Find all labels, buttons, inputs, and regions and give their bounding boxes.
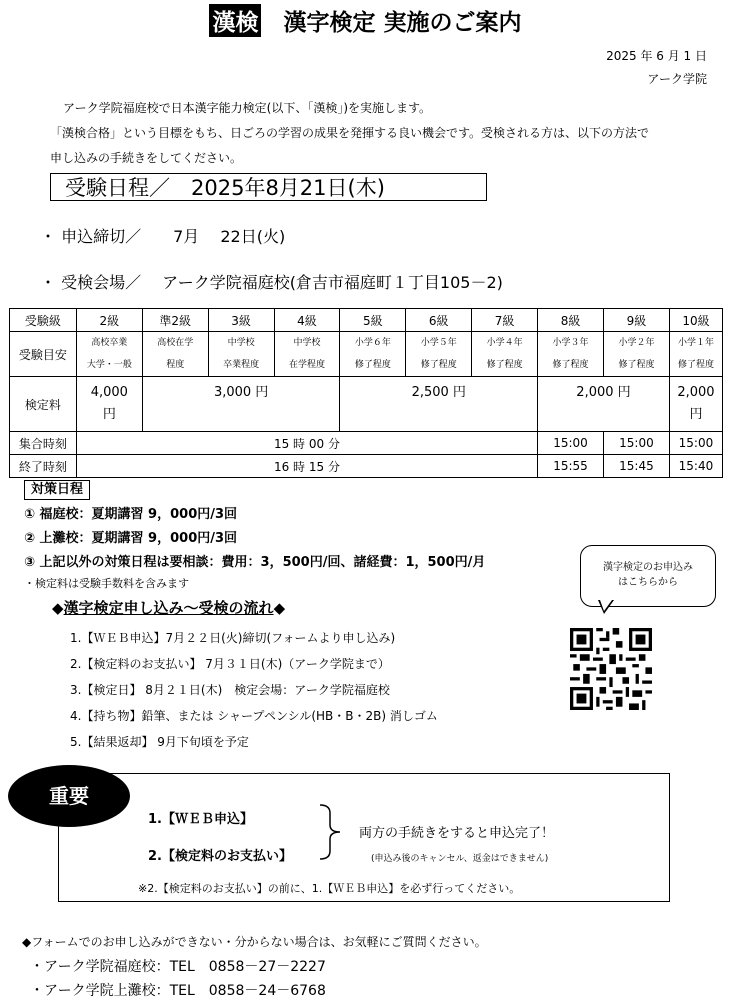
deadline: ・ 申込締切／ 7月 22日(火) xyxy=(40,227,286,246)
fee-cell: 2,000 円 xyxy=(669,377,722,432)
target-cell: 小学４年 修了程度 xyxy=(472,332,538,377)
grade-cell: 5級 xyxy=(340,309,406,332)
time-cell: 15:45 xyxy=(603,455,669,478)
row-label: 終了時刻 xyxy=(10,455,77,478)
time-cell: 15 時 00 分 xyxy=(76,432,537,455)
grade-cell: 7級 xyxy=(472,309,538,332)
issue-date: 2025 年 6 月 1 日 xyxy=(606,49,707,63)
grade-cell: 3級 xyxy=(208,309,274,332)
fee-cell: 4,000 円 xyxy=(76,377,142,432)
schedule-table xyxy=(9,308,723,478)
target-cell: 小学１年 修了程度 xyxy=(669,332,722,377)
important-note: ※2.【検定料のお支払い】の前に、1.【ＷＥＢ申込】を必ず行ってください。 xyxy=(138,882,521,895)
important-cancel-note: (申込み後のキャンセル、返金はできません) xyxy=(371,854,549,864)
intro-line-3: 申し込みの手続きをしてください。 xyxy=(50,151,243,165)
taisaku-heading: 対策日程 xyxy=(24,480,90,500)
intro-text xyxy=(50,96,710,171)
grade-cell: 2級 xyxy=(76,309,142,332)
organization: アーク学院 xyxy=(647,72,707,86)
target-cell: 高校在学 程度 xyxy=(142,332,208,377)
fee-note: ・検定料は受験手数料を含みます xyxy=(24,577,189,590)
important-badge: 重要 xyxy=(8,765,130,827)
time-cell: 15:00 xyxy=(538,432,604,455)
taisaku-item: ③ 上記以外の対策日程は要相談：費用：3，500円/回、諸経費：1，500円/月 xyxy=(24,555,486,570)
flow-step: 2.【検定料のお支払い】 7月３１日(木)（アーク学院まで） xyxy=(70,657,390,671)
time-cell: 15:00 xyxy=(603,432,669,455)
row-fee xyxy=(10,377,723,432)
time-cell: 16 時 15 分 xyxy=(76,455,537,478)
row-grade xyxy=(10,309,723,332)
flow-heading: ◆漢字検定申し込み～受検の流れ◆ xyxy=(52,599,286,617)
row-target xyxy=(10,332,723,377)
fee-cell: 2,000 円 xyxy=(538,377,670,432)
target-cell: 中学校 卒業程度 xyxy=(208,332,274,377)
row-label: 集合時刻 xyxy=(10,432,77,455)
row-label: 検定料 xyxy=(10,377,77,432)
row-label: 受験級 xyxy=(10,309,77,332)
grade-cell: 9級 xyxy=(603,309,669,332)
important-item-1: 1.【ＷＥＢ申込】 xyxy=(148,812,253,827)
time-cell: 15:55 xyxy=(538,455,604,478)
taisaku-item: ② 上灘校：夏期講習 9，000円/3回 xyxy=(24,531,238,546)
flow-step: 1.【ＷＥＢ申込】7月２２日(火)締切(フォームより申し込み) xyxy=(70,631,396,645)
flow-step: 4.【持ち物】鉛筆、または シャープペンシル(HB・B・2B) 消しゴム xyxy=(70,709,438,723)
target-cell: 高校卒業 大学・一般 xyxy=(76,332,142,377)
row-gather xyxy=(10,432,723,455)
grade-cell: 4級 xyxy=(274,309,340,332)
footer-tel-1: ・アーク学院福庭校：TEL 0858－27－2227 xyxy=(30,959,326,975)
taisaku-item: ① 福庭校：夏期講習 9，000円/3回 xyxy=(24,507,238,522)
intro-line-1: アーク学院福庭校で日本漢字能力検定(以下、「漢検」)を実施します。 xyxy=(63,101,432,115)
target-cell: 小学６年 修了程度 xyxy=(340,332,406,377)
kanken-logo: 漢検 xyxy=(209,4,261,37)
venue: ・ 受検会場／ アーク学院福庭校(倉吉市福庭町１丁目105－2) xyxy=(40,273,503,292)
row-label: 受験目安 xyxy=(10,332,77,377)
row-end xyxy=(10,455,723,478)
intro-line-2: 「漢検合格」という目標をもち、日ごろの学習の成果を発揮する良い機会です。受検される方は、以下の方法で xyxy=(50,126,650,140)
flow-step: 5.【結果返却】 9月下旬頃を予定 xyxy=(70,735,249,749)
title-text: 漢字検定 実施のご案内 xyxy=(283,10,522,36)
target-cell: 小学５年 修了程度 xyxy=(406,332,472,377)
target-cell: 小学２年 修了程度 xyxy=(603,332,669,377)
grade-cell: 準2級 xyxy=(142,309,208,332)
brace-icon xyxy=(318,803,344,861)
important-item-2: 2.【検定料のお支払い】 xyxy=(148,849,292,864)
grade-cell: 8級 xyxy=(538,309,604,332)
fee-cell: 2,500 円 xyxy=(340,377,538,432)
footer-notice: ◆フォームでのお申し込みができない・分からない場合は、お気軽にご質問ください。 xyxy=(22,935,487,949)
time-cell: 15:40 xyxy=(669,455,722,478)
bubble-tail-inner xyxy=(600,600,612,611)
grade-cell: 10級 xyxy=(669,309,722,332)
target-cell: 小学３年 修了程度 xyxy=(538,332,604,377)
exam-date-box: 受験日程／ 2025年8月21日(木) xyxy=(50,173,487,201)
target-cell: 中学校 在学程度 xyxy=(274,332,340,377)
important-complete-text: 両方の手続きをすると申込完了！ xyxy=(359,826,555,841)
grade-cell: 6級 xyxy=(406,309,472,332)
fee-cell: 3,000 円 xyxy=(142,377,340,432)
qr-code-icon[interactable] xyxy=(570,628,652,710)
flow-step: 3.【検定日】 8月２１日(木) 検定会場：アーク学院福庭校 xyxy=(70,683,390,697)
speech-bubble: 漢字検定のお申込み はこちらから xyxy=(580,545,716,607)
time-cell: 15:00 xyxy=(669,432,722,455)
footer-tel-2: ・アーク学院上灘校：TEL 0858－24－6768 xyxy=(30,983,326,999)
page-title xyxy=(0,4,731,37)
